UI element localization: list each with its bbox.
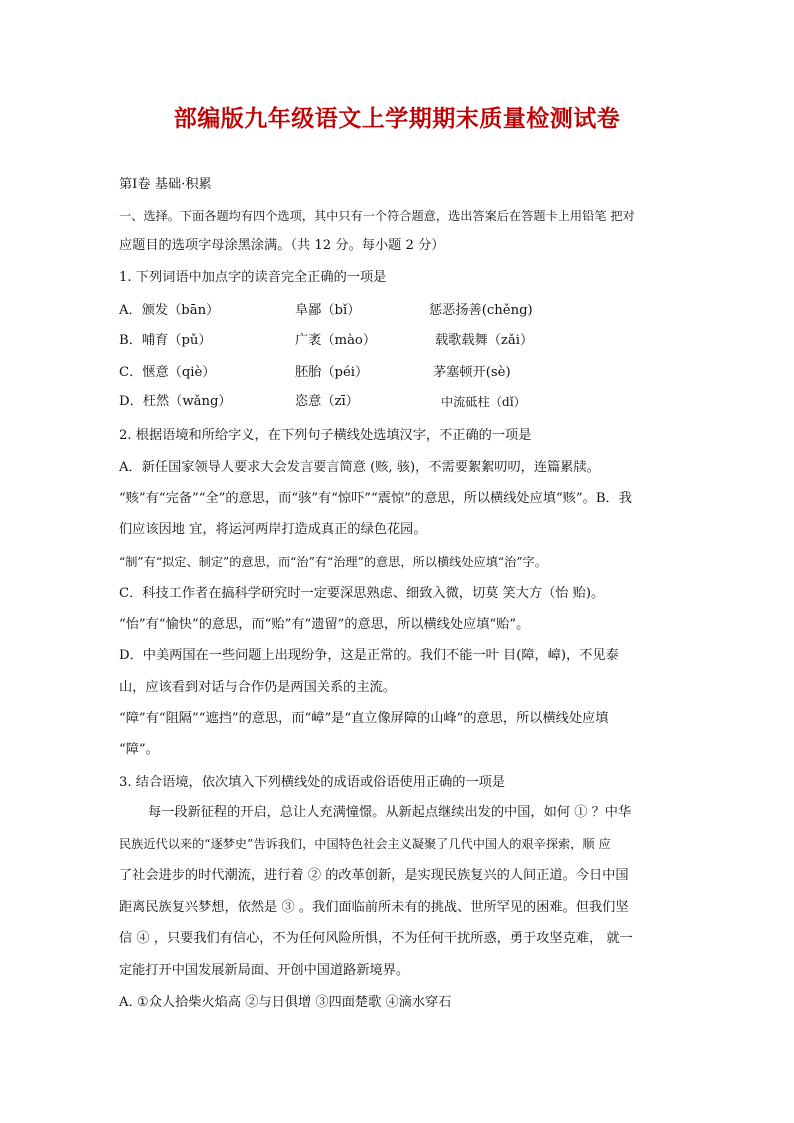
page-title: 部编版九年级语文上学期期末质量检测试卷: [173, 106, 621, 132]
option-b-word-1: B．哺育（pǔ）: [119, 333, 212, 348]
option-b-word-2: 广袤（mào）: [295, 333, 377, 348]
question-3-passage-line-4: 距离民族复兴梦想，依然是 ③ 。我们面临前所未有的挑战、世所罕见的困难。但我们坚: [119, 900, 629, 915]
question-2-line-5: C．科技工作者在搞科学研究时一定要深思熟虑、细致入微，切莫 笑大方（怡 贻)。: [119, 586, 605, 601]
question-2-line-3: 们应该因地 宜，将运河两岸打造成真正的绿色花园。: [119, 522, 427, 537]
option-c-word-2: 胚胎（péi）: [295, 365, 369, 380]
question-1-option-c: [119, 364, 679, 382]
option-a-word-2: 阜鄙（bǐ）: [295, 303, 361, 318]
instructions-line-1: 一、选择。下面各题均有四个选项，其中只有一个符合题意，选出答案后在答题卡上用铅笔 把对: [119, 209, 635, 223]
question-2-line-4: “制”有“拟定、制定”的意思，而“治”有“治理”的意思，所以横线处应填“治”字。: [119, 555, 547, 569]
question-3-passage-line-3: 了社会进步的时代潮流，进行着 ② 的改革创新，是实现民族复兴的人间正道。今日中国: [119, 868, 629, 883]
question-3-passage-line-1: 每一段新征程的开启，总让人充满憧憬。从新起点继续出发的中国，如何 ① ？中华: [148, 805, 632, 820]
question-3-option-a: A. ①众人拾柴火焰高 ②与日俱增 ③四面楚歌 ④滴水穿石: [119, 995, 452, 1010]
option-a-word-3: 惩恶扬善(chěng): [429, 303, 533, 318]
question-2-line-9: “障”有“阻隔”“遮挡”的意思，而“嶂”是“直立像屏障的山峰”的意思，所以横线处应填: [119, 711, 609, 726]
option-d-word-1: D．枉然（wǎng）: [119, 394, 232, 409]
question-2-line-8: 山，应该看到对话与合作仍是两国关系的主流。: [119, 680, 396, 695]
question-1-option-a: [119, 302, 679, 320]
question-2-line-2: “赅”有“完备”“全”的意思，而“骇”有“惊吓”“震惊”的意思，所以横线处应填“赅”。B．我: [119, 491, 632, 506]
question-2-line-10: “障”。: [119, 742, 159, 757]
question-3-passage-line-2: 民族近代以来的“逐梦史”告诉我们，中国特色社会主义凝聚了几代中国人的艰辛探索，顺 应: [119, 837, 611, 851]
option-d-word-3: 中流砥柱（dǐ）: [441, 395, 526, 409]
question-1-option-b: [119, 332, 679, 350]
question-2-line-1: A．新任国家领导人要求大会发言要言简意 (赅, 骇)，不需要絮絮叨叨，连篇累牍。: [119, 460, 600, 475]
question-2-stem: 2. 根据语境和所给字义，在下列句子横线处选填汉字，不正确的一项是: [119, 428, 532, 443]
question-2-line-7: D．中美两国在一些问题上出现纷争，这是正常的。我们不能一叶 目(障，嶂)，不见泰: [119, 648, 619, 663]
option-b-word-3: 载歌载舞（zǎi）: [435, 333, 534, 348]
option-c-word-1: C．惬意（qiè）: [119, 365, 216, 380]
option-a-word-1: A．颁发（bān）: [119, 303, 220, 318]
section-heading: 第Ⅰ卷 基础·积累: [119, 177, 212, 192]
question-2-line-6: “怡”有“愉快”的意思，而“贻”有“遗留”的意思，所以横线处应填“贻”。: [119, 617, 530, 632]
question-3-stem: 3. 结合语境，依次填入下列横线处的成语或俗语使用正确的一项是: [119, 775, 506, 790]
question-1-option-d: [119, 393, 679, 411]
instructions-line-2: 应题目的选项字母涂黑涂满。（共 12 分。每小题 2 分）: [119, 238, 445, 253]
question-3-passage-line-5: 信 ④ ，只要我们有信心，不为任何风险所惧，不为任何干扰所惑，勇于攻坚克难， 就一: [119, 931, 633, 946]
question-3-passage-line-6: 定能打开中国发展新局面、开创中国道路新境界。: [119, 963, 410, 978]
option-d-word-2: 恣意（zī）: [295, 394, 359, 409]
question-1-stem: 1. 下列词语中加点字的读音完全正确的一项是: [119, 270, 387, 285]
option-c-word-3: 茅塞顿开(sè): [433, 365, 511, 380]
